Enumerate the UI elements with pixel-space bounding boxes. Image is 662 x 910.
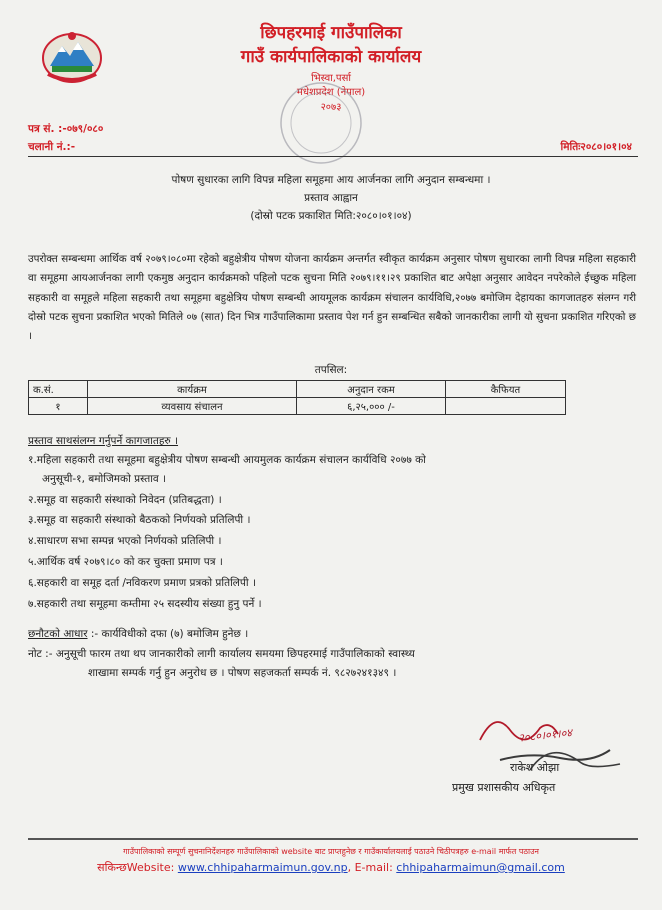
selection-basis-text: :- कार्यविधीको दफा (७) बमोजिम हुनेछ । bbox=[90, 628, 249, 640]
list-item: अनुसूची-१, बमोजिमको प्रस्ताव । bbox=[42, 473, 167, 485]
signatory-title: प्रमुख प्रशासकीय अधिकृत bbox=[452, 781, 556, 794]
list-item: ६.सहकारी वा समूह दर्ता /नविकरण प्रमाण प्रत्रको प्रतिलिपी । bbox=[28, 577, 256, 589]
selection-basis bbox=[28, 625, 248, 645]
cell-serial: १ bbox=[29, 398, 88, 415]
signature-block bbox=[452, 700, 640, 810]
office-stamp bbox=[276, 78, 366, 168]
dispatch-number: चलानी नं.:- bbox=[28, 141, 76, 153]
table-header-row bbox=[29, 381, 566, 398]
municipality-name: छिपहरमाई गाउँपालिका bbox=[260, 23, 402, 43]
table-row bbox=[29, 398, 566, 415]
footer-notice: गाउँपालिकाको सम्पूर्ण सुचनानिर्देशनहरु गाउँपालिकाको website बाट प्राप्तहुनेछ र गाउँकार्यालयलाई पठाउने चिठीपत्रहरु e-mail मार्फत पठाउन bbox=[123, 847, 539, 856]
header-divider bbox=[28, 156, 638, 157]
office-province: मधेशप्रदेश (नेपाल) bbox=[296, 87, 366, 98]
header-remarks: कैफियत bbox=[446, 381, 566, 398]
list-item: ३.समूह वा सहकारी संस्थाको बैठकको निर्णयको प्रतिलिपी । bbox=[28, 514, 251, 526]
list-item: १.महिला सहकारी तथा समूहमा बहुक्षेत्रीय पोषण सम्बन्धी आयमुलक कार्यक्रम संचालन कार्यविधि २०७७ को bbox=[28, 454, 426, 466]
header-program: कार्यक्रम bbox=[88, 381, 297, 398]
list-item: ७.सहकारी तथा समूहमा कम्तीमा २५ सदस्यीय संख्या हुनु पर्ने । bbox=[28, 598, 262, 610]
list-item: ५.आर्थिक वर्ष २०७९।८० को कर चुक्ता प्रमाण पत्र । bbox=[28, 556, 223, 568]
office-name: गाउँ कार्यपालिकाको कार्यालय bbox=[240, 47, 422, 67]
established-year: २०७३ bbox=[320, 102, 342, 113]
enclosures-title: प्रस्ताव साथसंलग्न गर्नुपर्ने कागजातहरु । bbox=[28, 435, 179, 447]
cell-amount: ६,२५,००० /- bbox=[297, 398, 446, 415]
signatory-name: राकेश ओझा bbox=[510, 761, 560, 774]
body-paragraph: उपरोक्त सम्बन्धमा आर्थिक वर्ष २०७९।०८०मा रहेको बहुक्षेत्रीय पोषण योजना कार्यक्रम अन्तर्गत स्वीकृत कार्यक्रम अनुसार पोषण सुधारका लागी विपन्न महिला सहकारी वा समूहमा आयआर्जनका लागी एकमुष्ठ अनुदान कार्यक्रमको पहिलो पटक सुचना मिति २०७९।११।२९ प्रकाशित बाट अपेक्षा अनुसार आवेदन नपरेकोले ईच्छुक महिला सहकारी वा समूहले महिला सहकारी तथा समूहमा बहुक्षेत्रिय पोषण सम्बन्धी आयमूलक कार्यक्रम संचालन कार्यविधि,२०७७ बमोजिम देहायका कागजातहरु संलग्न गरी दोस्रो पटक सुचना प्रकाशित भएको मितिले ०७ (सात) दिन भित्र गाउँपालिकामा प्रस्ताव पेश गर्न हुन सम्बन्धित सबैको जानकारीका लागी यो सुचना प्रकाशित गरिएको छ । bbox=[28, 253, 636, 343]
website-label: Website: bbox=[126, 861, 175, 874]
letter-number-value: :-०७९/०८० bbox=[58, 123, 104, 135]
cell-remarks bbox=[446, 398, 566, 415]
selection-basis-label: छनौटको आधार bbox=[28, 628, 88, 640]
signature-date: २०८०।०१।०४ bbox=[517, 726, 573, 745]
schedule-table bbox=[28, 380, 566, 415]
subject-publish-date: (दोस्रो पटक प्रकाशित मिति:२०८०।०१।०४) bbox=[250, 210, 412, 222]
letter-date: मितिः२०८०।०१।०४ bbox=[560, 141, 632, 153]
office-address: भिस्वा,पर्सा bbox=[311, 73, 351, 84]
header-serial: क.सं. bbox=[29, 381, 88, 398]
note-line-1: नोट :- अनुसूची फारम तथा थप जानकारीको लागी कार्यालय समयमा छिपहरमाई गाउँपालिकाको स्वास्थ्य bbox=[28, 648, 415, 660]
email-link[interactable]: chhipaharmaimun@gmail.com bbox=[396, 861, 565, 874]
website-link[interactable]: www.chhipaharmaimun.gov.np bbox=[177, 861, 348, 874]
email-label: , E-mail: bbox=[347, 861, 393, 874]
footer-prefix: सकिन्छ bbox=[97, 861, 127, 874]
cell-program: व्यवसाय संचालन bbox=[88, 398, 297, 415]
list-item: ४.साधारण सभा सम्पन्न भएको निर्णयको प्रतिलिपी । bbox=[28, 535, 222, 547]
subject-line: पोषण सुधारका लागि विपन्न महिला समूहमा आय आर्जनका लागि अनुदान सम्बन्धमा । bbox=[171, 174, 491, 186]
footer-contact bbox=[0, 860, 662, 875]
letter-number bbox=[28, 122, 103, 136]
header-amount: अनुदान रकम bbox=[297, 381, 446, 398]
subject-heading: प्रस्ताव आह्वान bbox=[304, 192, 358, 204]
footer-divider bbox=[28, 838, 638, 840]
list-item: २.समूह वा सहकारी संस्थाको निवेदन (प्रतिबद्धता) । bbox=[28, 494, 222, 506]
schedule-title: तपसिल: bbox=[314, 364, 348, 376]
note-line-2: शाखामा सम्पर्क गर्नु हुन अनुरोध छ । पोषण सहजकर्ता सम्पर्क नं. ९८२७२४१३४९ । bbox=[88, 667, 397, 679]
letter-number-label: पत्र सं. bbox=[28, 123, 55, 135]
